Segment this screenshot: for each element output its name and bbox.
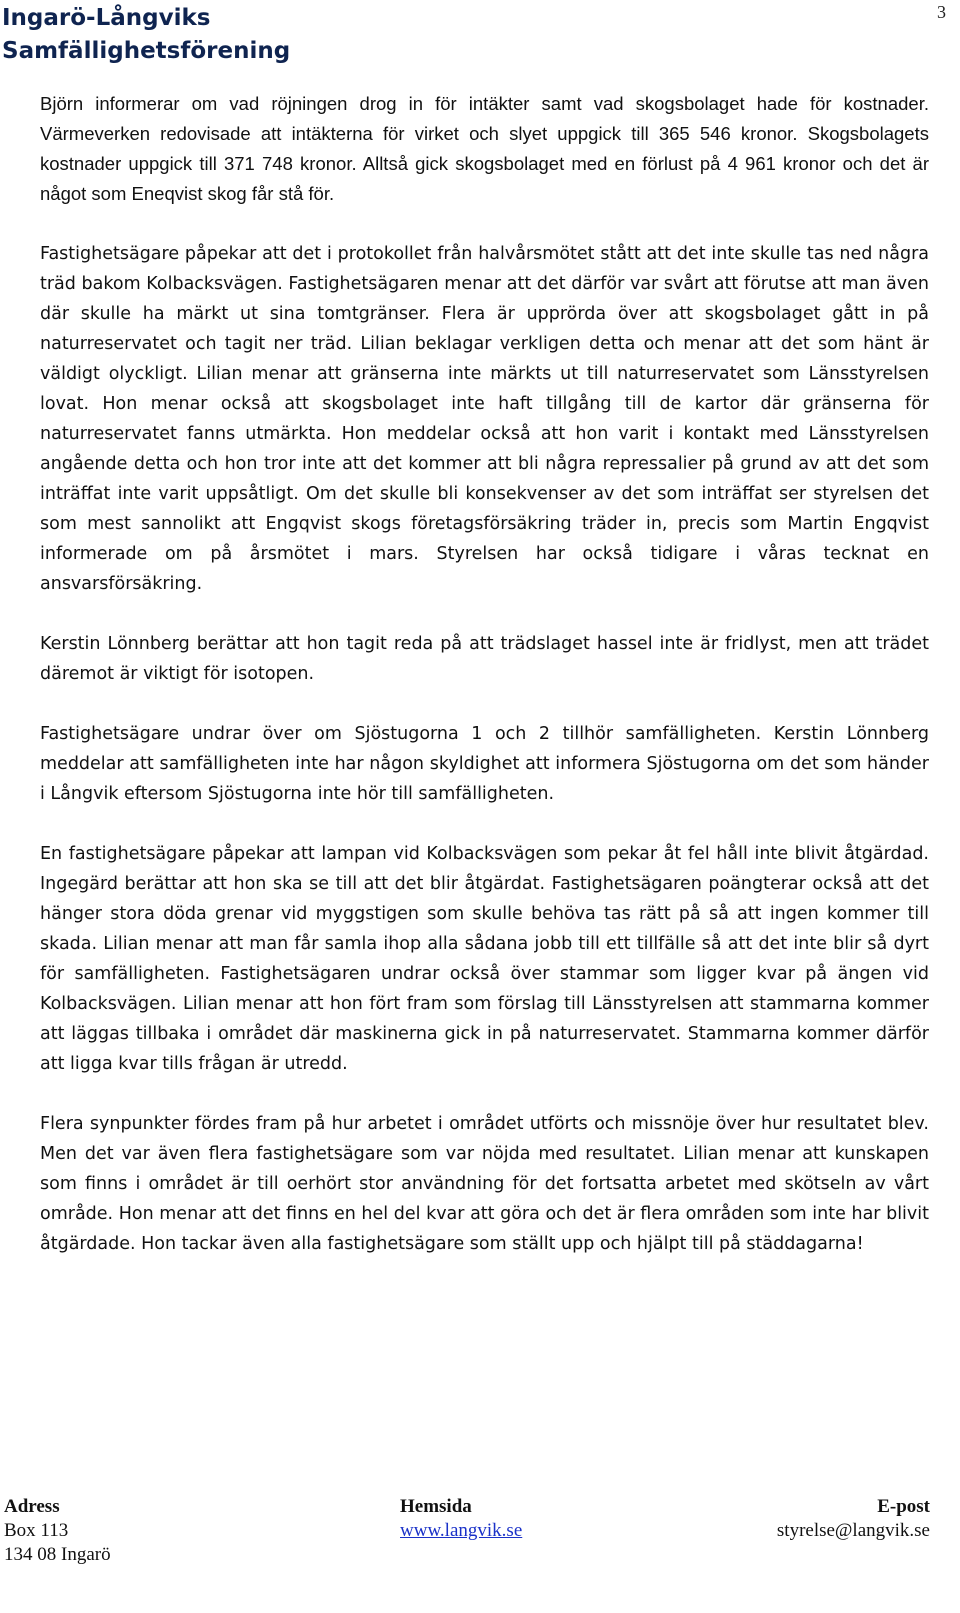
footer-website <box>400 1495 522 1543</box>
email-heading: E-post <box>877 1496 930 1517</box>
paragraph-lamp-and-branches: En fastighetsägare påpekar att lampan vid Kolbacksvägen som pekar åt fel håll inte blivit åtgärdad. Ingegärd berättar att hon ska se till att det blir åtgärdat. Fastighetsägaren poängterar också att det hänger stora döda grenar vid myggstigen som skulle behöva tas rätt på så att ingen kommer till skada. Lilian menar att man får samla ihop alla sådana jobb till ett tillfälle så att det inte blir så dyrt för samfälligheten. Fastighetsägaren undrar också över stammar som ligger kvar på ängen vid Kolbacksvägen. Lilian menar att hon fört fram som förslag till Länsstyrelsen att stammarna kommer att läggas tillbaka i området där maskinerna gick in på naturreservatet. Stammarna kommer därför att ligga kvar tills frågan är utredd. <box>40 844 929 1074</box>
address-line1: Box 113 <box>4 1520 69 1541</box>
address-line2: 134 08 Ingarö <box>4 1544 111 1565</box>
footer-address <box>4 1495 111 1567</box>
paragraph-clearing-finances: Björn informerar om vad röjningen drog in för intäkter samt vad skogsbolaget hade för kostnader. Värmeverken redovisade att intäkterna för virket och slyet uppgick till 365 546 kronor. Skogsbolagets kostnader uppgick till 371 748 kronor. Alltså gick skogsbolaget med en förlust på 4 961 kronor och det är något som Eneqvist skog får stå för. <box>40 93 929 204</box>
footer-email <box>777 1495 930 1543</box>
paragraph-sjostugorna: Fastighetsägare undrar över om Sjöstugorna 1 och 2 tillhör samfälligheten. Kerstin Lönnberg meddelar att samfälligheten inte har någon skyldighet att informera Sjöstugorna om det som händer i Långvik eftersom Sjöstugorna inte hör till samfälligheten. <box>40 724 929 804</box>
website-heading: Hemsida <box>400 1496 472 1517</box>
org-name-line2: Samfällighetsförening <box>2 38 291 64</box>
page-number: 3 <box>937 2 946 22</box>
website-link[interactable]: www.langvik.se <box>400 1520 523 1541</box>
org-name-line1: Ingarö-Långviks <box>2 5 211 31</box>
paragraph-nature-reserve: Fastighetsägare påpekar att det i protokollet från halvårsmötet stått att det inte skulle tas ned några träd bakom Kolbacksvägen. Fastighetsägaren menar att det därför var svårt att förutse att man även där skulle ha märkt ut sina tomtgränser. Flera är upprörda över att skogsbolaget gått in på naturreservatet och tagit ner träd. Lilian beklagar verkligen detta och menar att det som hänt är väldigt olyckligt. Lilian menar att gränserna inte märkts ut till naturreservatet som Länsstyrelsen lovat. Hon menar också att skogsbolaget inte haft tillgång till de kartor där gränserna för naturreservatet fanns utmärkta. Hon meddelar också att hon varit i kontakt med Länsstyrelsen angående detta och hon tror inte att det kommer att bli några repressalier på grund av att det som inträffat inte varit uppsåtligt. Om det skulle bli konsekvenser av det som inträffat ser styrelsen det som mest sannolikt att Engqvist skogs företagsförsäkring träder in, precis som Martin Engqvist informerade om på årsmötet i mars. Styrelsen har också tidigare i våras tecknat en ansvarsförsäkring. <box>40 244 929 594</box>
address-heading: Adress <box>4 1496 60 1517</box>
paragraph-feedback: Flera synpunkter fördes fram på hur arbetet i området utförts och missnöje över hur resultatet blev. Men det var även flera fastighetsägare som var nöjda med resultatet. Lilian menar att kunskapen som finns i området är till oerhört stor användning för det fortsatta arbetet med skötseln av vårt område. Hon menar att det finns en hel del kvar att göra och det är flera områden som inte har blivit åtgärdade. Hon tackar även alla fastighetsägare som ställt upp och hjälpt till på städdagarna! <box>40 1114 929 1254</box>
document-header <box>2 2 290 68</box>
email-address: styrelse@langvik.se <box>776 1520 930 1541</box>
paragraph-hazel: Kerstin Lönnberg berättar att hon tagit reda på att trädslaget hassel inte är fridlyst, men att trädet däremot är viktigt för isotopen. <box>40 634 929 684</box>
minutes-body <box>40 89 929 1289</box>
